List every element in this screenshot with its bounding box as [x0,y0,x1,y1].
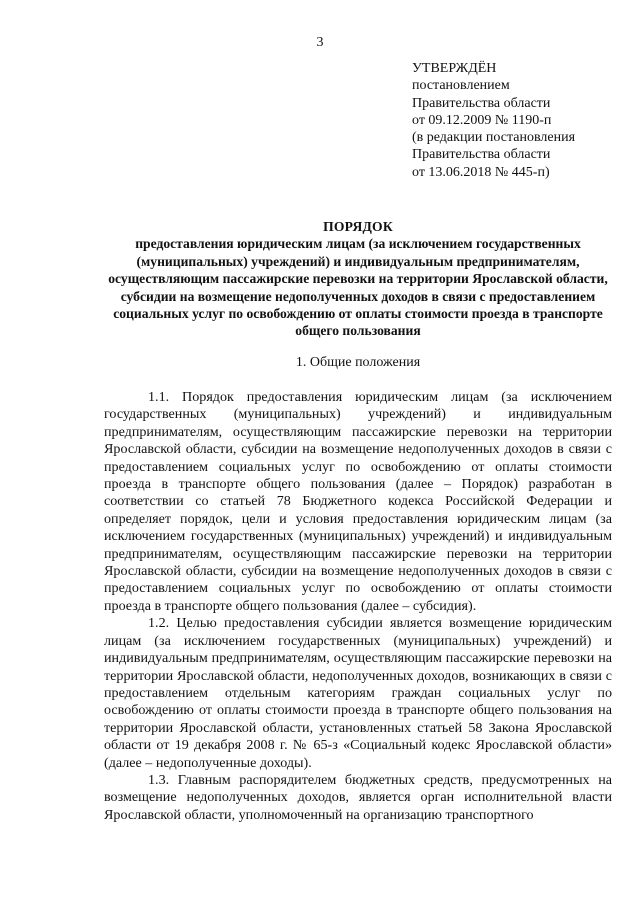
approval-line: Правительства области [412,95,551,111]
approval-line: УТВЕРЖДЁН [412,61,497,76]
paragraph-1-1: 1.1. Порядок предоставления юридическим лицам (за исключением государственных (муниципальных) учреждений) и индивидуальным предпринимателям, осуществляющим пассажирские перевозки на территории Ярославской области, субсидии на возмещение недополученных доходов в связи с предоставлением социальных услуг по освобождению от оплаты стоимости проезда в транспорте общего пользования (далее – Порядок) разработан в соответствии со статьей 78 Бюджетного кодекса Российской Федерации и определяет порядок, цели и условия предоставления юридическим лицам (за исключением государственных (муниципальных) учреждений) и индивидуальным предпринимателям, осуществляющим пассажирские перевозки на территории Ярославской области, субсидии на возмещение недополученных доходов в связи с предоставлением социальных услуг по освобождению от оплаты стоимости проезда в транспорте общего пользования (далее – субсидия). [104,389,612,614]
approval-line: (в редакции постановления [412,130,576,146]
title-main: ПОРЯДОК [323,219,393,234]
approval-line: от 09.12.2009 № 1190-п [412,112,552,128]
approval-stamp [412,60,627,181]
page-number: 3 [316,35,324,50]
title-subtitle: предоставления юридическим лицам (за исключением государственных (муниципальных) учреждений) и индивидуальным предпринимателям, осуществляющим пассажирские перевозки на территории Ярославской области, субсидии на возмещение недополученных доходов в связи с предоставлением социальных услуг по освобождению от оплаты стоимости проезда в транспорте общего пользования [108,236,608,339]
approval-line: постановлением [412,78,510,94]
approval-line: Правительства области [412,147,551,163]
approval-line: от 13.06.2018 № 445-п) [412,164,550,180]
paragraph-1-2: 1.2. Целью предоставления субсидии является возмещение юридическим лицам (за исключением государственных (муниципальных) учреждений) и индивидуальным предпринимателям, осуществляющим пассажирские перевозки на территории Ярославской области, недополученных доходов, возникающих в связи с предоставлением отдельным категориям граждан социальных услуг по освобождению от оплаты стоимости проезда в транспорте общего пользования на территории Ярославской области, установленных статьей 58 Закона Ярославской области от 19 декабря 2008 г. № 65-з «Социальный кодекс Ярославской области» (далее – недополученные доходы). [104,615,612,771]
paragraph-1-3: 1.3. Главным распорядителем бюджетных средств, предусмотренных на возмещение недополученных доходов, является орган исполнительной власти Ярославской области, уполномоченный на организацию транспортного [104,771,612,823]
body-text [104,389,612,824]
section-heading: 1. Общие положения [295,355,421,370]
document-title [104,218,612,340]
